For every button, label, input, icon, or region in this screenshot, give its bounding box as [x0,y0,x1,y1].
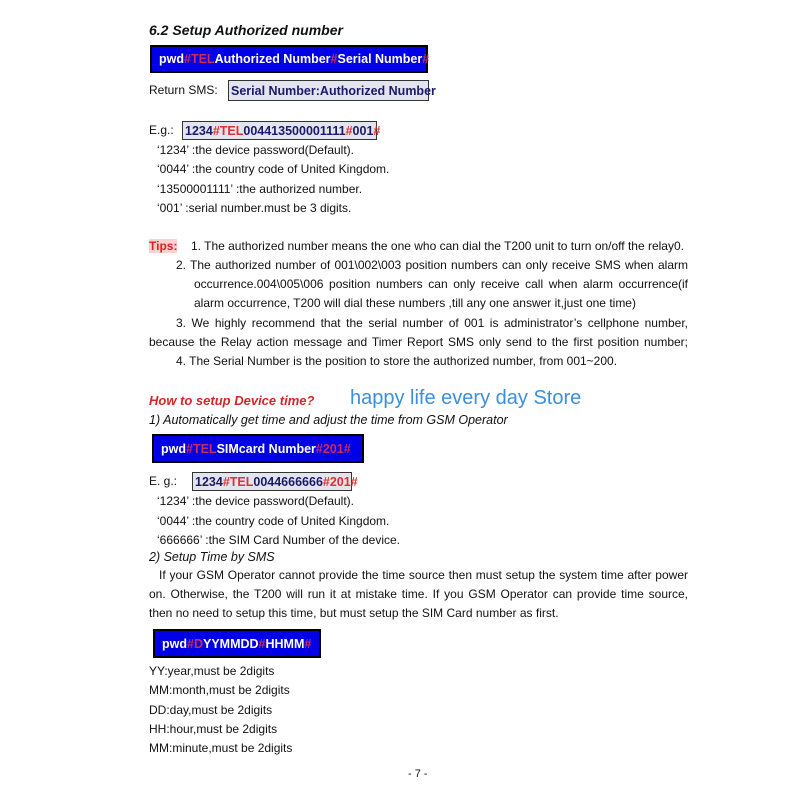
sms-time-title: 2) Setup Time by SMS [149,550,275,564]
field-definition: DD:day,must be 2digits [149,702,273,717]
command-segment: SIMcard Number [216,441,316,456]
explanation-line: ‘13500001111’ :the authorized number. [157,181,363,196]
section-title: 6.2 Setup Authorized number [149,22,343,38]
command-segment: # [258,636,266,651]
watermark: happy life every day Store [350,387,582,409]
command-segment: #D [187,636,203,651]
command-segment: #TEL [186,441,217,456]
command-segment: # [422,52,430,66]
tip-line: occurrence.004\005\006 position numbers can only receive call when alarm occurrence(if [194,277,688,291]
explanation-line: ‘666666’ :the SIM Card Number of the device. [157,533,401,547]
example-label-2: E. g.: [149,474,178,488]
field-definition: MM:month,must be 2digits [149,683,290,698]
command-segment: #201# [322,474,358,489]
example-command-box [182,121,381,140]
command-segment: Authorized Number [214,52,331,66]
time-section-title: How to setup Device time? [149,393,315,408]
command-segment: 0044666666 [253,474,323,489]
command-segment: pwd [159,52,184,66]
command-segment: #TEL [184,52,215,66]
tips-label: Tips: [149,239,178,253]
command-segment: #TEL [222,474,254,489]
command-segment: #TEL [212,123,244,138]
command-segment: YYMMDD [202,636,259,651]
explanation-line: ‘1234’ :the device password(Default). [157,143,354,157]
command-segment: pwd [162,636,187,651]
paragraph-line: If your GSM Operator cannot provide the time source then must setup the system time after power [159,568,688,582]
paragraph-line: on. Otherwise, the T200 will run it at mistake time. If you GSM Operator can provide time source, [149,587,688,602]
command-box-time [153,629,321,658]
page-number: - 7 - [408,768,428,780]
explanation-line: ‘1234’ :the device password(Default). [157,494,354,508]
return-sms-box: Serial Number:Authorized Number [228,80,429,101]
command-segment: 001 [352,123,374,138]
example-label: E.g.: [149,123,174,137]
field-definition: YY:year,must be 2digits [149,664,275,678]
command-box-simcard [152,434,364,463]
explanation-line: ‘0044’ :the country code of United Kingdom. [157,162,390,177]
command-segment: 004413500001111 [243,123,346,138]
paragraph-line: then no need to setup this time, but must setup the SIM Card number as first. [149,606,559,621]
explanation-line: ‘0044’ :the country code of United Kingdom. [157,513,390,528]
command-segment: # [373,123,381,138]
command-segment: pwd [161,441,186,456]
command-segment: # [330,52,338,66]
command-segment: # [345,123,353,138]
command-segment: 1234 [185,123,213,138]
example-command-box-2 [192,472,358,491]
command-box-authorized [150,45,428,73]
command-segment: HHMM [265,636,305,651]
field-definition: HH:hour,must be 2digits [149,721,278,736]
tip-line: because the Relay action message and Timer Report SMS only send to the first position number; [149,335,688,349]
tip-line: 4. The Serial Number is the position to store the authorized number, from 001~200. [176,354,618,368]
tip-line: 1. The authorized number means the one who can dial the T200 unit to turn on/off the relay0. [191,239,684,253]
return-sms-label: Return SMS: [149,83,218,97]
command-segment: Serial Number [337,52,423,66]
command-segment: # [304,636,312,651]
field-definition: MM:minute,must be 2digits [149,741,293,756]
command-segment: 1234 [195,474,223,489]
command-segment: #201# [315,441,351,456]
auto-time-title: 1) Automatically get time and adjust the time from GSM Operator [149,413,508,427]
tip-line: alarm occurrence, T200 will dial these numbers ,till any one answer it,just one time) [194,296,636,310]
tip-line: 2. The authorized number of 001\002\003 position numbers can only receive SMS when alarm [176,258,688,272]
explanation-line: ‘001’ :serial number.must be 3 digits. [157,201,352,216]
tip-line: 3. We highly recommend that the serial number of 001 is administrator’s cellphone number, [176,316,688,330]
